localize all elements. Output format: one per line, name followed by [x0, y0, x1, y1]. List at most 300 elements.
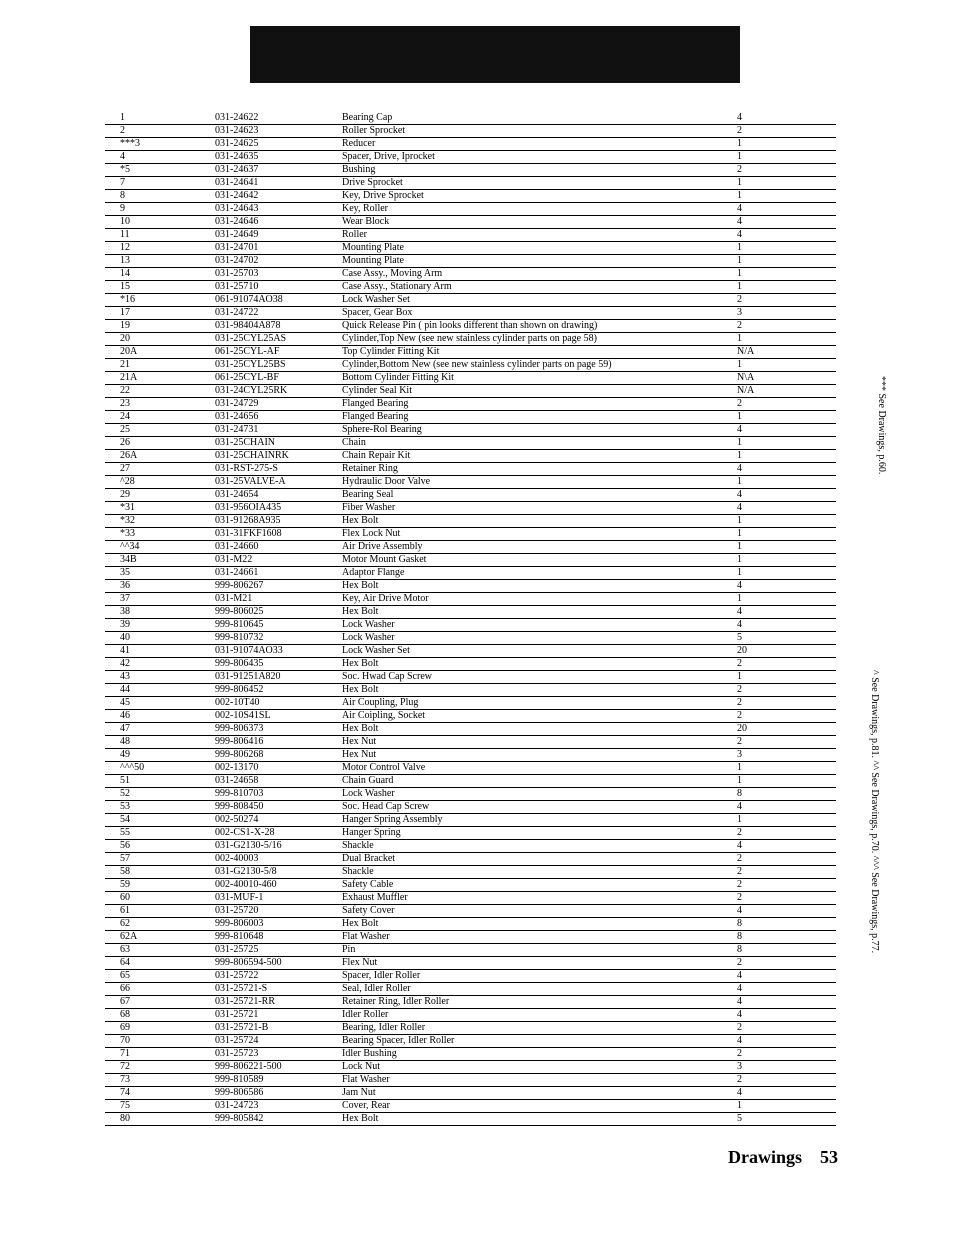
item-number: 26A [120, 450, 138, 461]
part-quantity: 1 [737, 437, 742, 448]
part-description: Key, Air Drive Motor [342, 593, 429, 604]
table-row [105, 242, 836, 255]
part-quantity: 4 [737, 1087, 742, 1098]
part-description: Drive Sprocket [342, 177, 403, 188]
table-row [105, 658, 836, 671]
side-note-see-drawings-group [869, 670, 879, 953]
item-number: 57 [120, 853, 130, 864]
part-description: Flanged Bearing [342, 411, 409, 422]
item-number: 36 [120, 580, 130, 591]
part-quantity: 5 [737, 632, 742, 643]
item-number: 48 [120, 736, 130, 747]
part-quantity: 4 [737, 970, 742, 981]
part-number: 031-24723 [215, 1100, 259, 1111]
table-row [105, 476, 836, 489]
item-number: 62 [120, 918, 130, 929]
part-quantity: 3 [737, 307, 742, 318]
part-quantity: 4 [737, 983, 742, 994]
item-number: 15 [120, 281, 130, 292]
part-description: Adaptor Flange [342, 567, 405, 578]
table-row [105, 827, 836, 840]
table-row [105, 1074, 836, 1087]
part-description: Hanger Spring [342, 827, 401, 838]
part-number: 031-24622 [215, 112, 259, 123]
table-row [105, 489, 836, 502]
part-number: 031-RST-275-S [215, 463, 278, 474]
part-description: Mounting Plate [342, 242, 404, 253]
item-number: 19 [120, 320, 130, 331]
part-description: Exhaust Muffler [342, 892, 408, 903]
table-row [105, 177, 836, 190]
item-number: *5 [120, 164, 130, 175]
item-number: 59 [120, 879, 130, 890]
part-description: Hex Bolt [342, 684, 379, 695]
part-number: 031-G2130-5/16 [215, 840, 282, 851]
table-row [105, 255, 836, 268]
table-row [105, 905, 836, 918]
part-number: 002-10S41SL [215, 710, 271, 721]
part-number: 031-25725 [215, 944, 259, 955]
part-quantity: 2 [737, 320, 742, 331]
part-number: 002-40003 [215, 853, 259, 864]
part-number: 999-806221-500 [215, 1061, 282, 1072]
part-description: Bottom Cylinder Fitting Kit [342, 372, 454, 383]
part-quantity: 4 [737, 996, 742, 1007]
item-number: 14 [120, 268, 130, 279]
part-number: 031-25721-RR [215, 996, 275, 1007]
part-number: 031-24661 [215, 567, 259, 578]
item-number: 68 [120, 1009, 130, 1020]
part-description: Hex Bolt [342, 723, 379, 734]
part-quantity: 4 [737, 1009, 742, 1020]
part-quantity: 1 [737, 411, 742, 422]
part-quantity: 1 [737, 515, 742, 526]
part-number: 031-25722 [215, 970, 259, 981]
item-number: *31 [120, 502, 135, 513]
part-quantity: 4 [737, 905, 742, 916]
item-number: 29 [120, 489, 130, 500]
part-quantity: 2 [737, 957, 742, 968]
item-number: *32 [120, 515, 135, 526]
table-row [105, 515, 836, 528]
part-description: Retainer Ring [342, 463, 398, 474]
part-number: 999-805842 [215, 1113, 264, 1124]
part-number: 002-CS1-X-28 [215, 827, 275, 838]
part-quantity: 1 [737, 554, 742, 565]
part-description: Bearing Spacer, Idler Roller [342, 1035, 455, 1046]
part-description: Dual Bracket [342, 853, 396, 864]
item-number: 20A [120, 346, 138, 357]
part-description: Hex Bolt [342, 515, 379, 526]
part-number: 031-24729 [215, 398, 259, 409]
part-number: 031-25721-S [215, 983, 268, 994]
item-number: 54 [120, 814, 130, 825]
table-row [105, 294, 836, 307]
item-number: 41 [120, 645, 130, 656]
part-description: Soc. Head Cap Screw [342, 801, 430, 812]
item-number: 60 [120, 892, 130, 903]
item-number: 43 [120, 671, 130, 682]
part-number: 061-25CYL-BF [215, 372, 279, 383]
item-number: 53 [120, 801, 130, 812]
table-row [105, 671, 836, 684]
part-quantity: 8 [737, 918, 742, 929]
part-number: 031-25724 [215, 1035, 259, 1046]
item-number: 61 [120, 905, 130, 916]
part-number: 031-31FKF1608 [215, 528, 282, 539]
table-row [105, 268, 836, 281]
part-quantity: 2 [737, 1048, 742, 1059]
part-description: Spacer, Idler Roller [342, 970, 421, 981]
table-row [105, 463, 836, 476]
part-quantity: 4 [737, 840, 742, 851]
item-number: 9 [120, 203, 125, 214]
part-quantity: 1 [737, 190, 742, 201]
table-row [105, 645, 836, 658]
part-number: 031-24623 [215, 125, 259, 136]
page-footer [728, 1147, 838, 1168]
table-row [105, 307, 836, 320]
part-number: 031-956OIA435 [215, 502, 282, 513]
item-number: 34B [120, 554, 137, 565]
part-number: 061-91074AO38 [215, 294, 283, 305]
part-description: Case Assy., Stationary Arm [342, 281, 452, 292]
part-quantity: N/A [737, 385, 755, 396]
part-quantity: 1 [737, 333, 742, 344]
table-row [105, 684, 836, 697]
part-description: Idler Roller [342, 1009, 389, 1020]
part-quantity: 2 [737, 294, 742, 305]
part-number: 031-24637 [215, 164, 259, 175]
part-number: 031-24658 [215, 775, 259, 786]
part-description: Lock Washer [342, 619, 395, 630]
table-row [105, 229, 836, 242]
table-row [105, 216, 836, 229]
part-number: 031-25VALVE-A [215, 476, 286, 487]
part-number: 031-91074AO33 [215, 645, 283, 656]
part-description: Flex Nut [342, 957, 378, 968]
table-row [105, 424, 836, 437]
part-description: Air Coupling, Plug [342, 697, 419, 708]
part-description: Cover, Rear [342, 1100, 390, 1111]
part-quantity: 2 [737, 853, 742, 864]
part-number: 999-806025 [215, 606, 264, 617]
item-number: 49 [120, 749, 130, 760]
table-row [105, 632, 836, 645]
part-description: Mounting Plate [342, 255, 404, 266]
table-row [105, 593, 836, 606]
part-description: Lock Washer [342, 632, 395, 643]
part-number: 999-810645 [215, 619, 264, 630]
item-number: 73 [120, 1074, 130, 1085]
item-number: 47 [120, 723, 130, 734]
part-description: Hydraulic Door Valve [342, 476, 431, 487]
part-quantity: 1 [737, 138, 742, 149]
item-number: 72 [120, 1061, 130, 1072]
footer-section-title: Drawings [728, 1147, 803, 1167]
item-number: 12 [120, 242, 130, 253]
part-number: 002-10T40 [215, 697, 260, 708]
item-number: 17 [120, 307, 130, 318]
part-number: 031-24646 [215, 216, 259, 227]
part-description: Key, Roller [342, 203, 389, 214]
part-quantity: 8 [737, 788, 742, 799]
table-row [105, 749, 836, 762]
part-description: Cylinder,Bottom New (see new stainless cylinder parts on page 59) [342, 359, 612, 370]
table-row [105, 879, 836, 892]
part-quantity: 1 [737, 255, 742, 266]
item-number: ***3 [120, 138, 140, 149]
part-description: Cylinder,Top New (see new stainless cylinder parts on page 58) [342, 333, 597, 344]
item-number: 4 [120, 151, 125, 162]
part-number: 031-25720 [215, 905, 259, 916]
part-description: Hex Bolt [342, 580, 379, 591]
part-number: 031-24CYL25RK [215, 385, 288, 396]
part-description: Reducer [342, 138, 376, 149]
part-number: 031-24656 [215, 411, 259, 422]
table-row [105, 619, 836, 632]
table-row [105, 567, 836, 580]
part-quantity: 2 [737, 736, 742, 747]
table-row [105, 411, 836, 424]
part-description: Pin [342, 944, 356, 955]
part-quantity: 4 [737, 112, 742, 123]
part-number: 031-24625 [215, 138, 259, 149]
table-row [105, 853, 836, 866]
table-row [105, 112, 836, 125]
part-quantity: 1 [737, 814, 742, 825]
part-number: 031-24642 [215, 190, 259, 201]
part-description: Flat Washer [342, 1074, 390, 1085]
part-quantity: 4 [737, 216, 742, 227]
part-quantity: 4 [737, 619, 742, 630]
part-quantity: 2 [737, 827, 742, 838]
part-description: Jam Nut [342, 1087, 376, 1098]
part-quantity: 5 [737, 1113, 742, 1124]
row-underline [329, 1125, 723, 1126]
part-number: 031-24701 [215, 242, 259, 253]
table-row [105, 372, 836, 385]
item-number: ^^34 [120, 541, 140, 552]
part-quantity: 3 [737, 1061, 742, 1072]
table-row [105, 1009, 836, 1022]
part-description: Safety Cable [342, 879, 394, 890]
part-quantity: 1 [737, 268, 742, 279]
part-description: Hex Nut [342, 749, 377, 760]
part-description: Bearing, Idler Roller [342, 1022, 426, 1033]
table-row [105, 736, 836, 749]
table-row [105, 1100, 836, 1113]
part-description: Chain Repair Kit [342, 450, 411, 461]
item-number: 10 [120, 216, 130, 227]
part-description: Roller [342, 229, 367, 240]
part-description: Cylinder Seal Kit [342, 385, 412, 396]
part-quantity: 2 [737, 866, 742, 877]
item-number: 66 [120, 983, 130, 994]
part-number: 999-806373 [215, 723, 264, 734]
part-quantity: 1 [737, 476, 742, 487]
table-row [105, 983, 836, 996]
part-number: 031-25CYL25AS [215, 333, 287, 344]
table-row [105, 957, 836, 970]
part-number: 031-M21 [215, 593, 253, 604]
part-quantity: 2 [737, 710, 742, 721]
table-row [105, 1035, 836, 1048]
part-quantity: 4 [737, 801, 742, 812]
item-number: *33 [120, 528, 135, 539]
part-number: 999-806268 [215, 749, 264, 760]
part-number: 031-98404A878 [215, 320, 281, 331]
table-row [105, 151, 836, 164]
item-number: 27 [120, 463, 130, 474]
table-row [105, 1087, 836, 1100]
part-quantity: 1 [737, 359, 742, 370]
item-number: 67 [120, 996, 130, 1007]
part-quantity: 2 [737, 1022, 742, 1033]
part-quantity: N\A [737, 372, 755, 383]
table-row [105, 203, 836, 216]
part-description: Soc. Hwad Cap Screw [342, 671, 432, 682]
part-description: Flat Washer [342, 931, 390, 942]
header-bar [250, 26, 740, 83]
item-number: 21A [120, 372, 138, 383]
table-row [105, 138, 836, 151]
part-description: Bearing Seal [342, 489, 394, 500]
part-quantity: 2 [737, 684, 742, 695]
part-number: 002-40010-460 [215, 879, 277, 890]
part-number: 031-25703 [215, 268, 259, 279]
part-description: Sphere-Rol Bearing [342, 424, 422, 435]
item-number: 70 [120, 1035, 130, 1046]
part-number: 031-25CHAINRK [215, 450, 289, 461]
part-quantity: 1 [737, 177, 742, 188]
part-number: 999-810648 [215, 931, 264, 942]
item-number: 40 [120, 632, 130, 643]
item-number: 39 [120, 619, 130, 630]
part-description: Lock Washer Set [342, 294, 410, 305]
item-number: 51 [120, 775, 130, 786]
item-number: 11 [120, 229, 130, 240]
table-row [105, 918, 836, 931]
part-quantity: 1 [737, 151, 742, 162]
part-description: Hex Bolt [342, 1113, 379, 1124]
parts-list [105, 112, 836, 1126]
part-description: Fiber Washer [342, 502, 396, 513]
part-description: Hex Bolt [342, 658, 379, 669]
table-row [105, 125, 836, 138]
table-row [105, 333, 836, 346]
part-quantity: 1 [737, 671, 742, 682]
part-quantity: 1 [737, 593, 742, 604]
row-underline [105, 1125, 203, 1126]
part-quantity: 4 [737, 580, 742, 591]
item-number: 26 [120, 437, 130, 448]
table-row [105, 1061, 836, 1074]
part-description: Motor Control Valve [342, 762, 426, 773]
table-row [105, 996, 836, 1009]
part-quantity: 2 [737, 658, 742, 669]
item-number: 21 [120, 359, 130, 370]
item-number: 63 [120, 944, 130, 955]
part-description: Shackle [342, 840, 374, 851]
part-quantity: 8 [737, 931, 742, 942]
table-row [105, 866, 836, 879]
part-description: Flex Lock Nut [342, 528, 401, 539]
table-row [105, 970, 836, 983]
item-number: 37 [120, 593, 130, 604]
part-number: 999-810589 [215, 1074, 264, 1085]
part-quantity: 1 [737, 450, 742, 461]
part-quantity: 8 [737, 944, 742, 955]
part-number: 031-MUF-1 [215, 892, 264, 903]
table-row [105, 944, 836, 957]
part-number: 002-50274 [215, 814, 259, 825]
part-description: Hanger Spring Assembly [342, 814, 443, 825]
item-number: 44 [120, 684, 130, 695]
table-row [105, 359, 836, 372]
part-quantity: 1 [737, 775, 742, 786]
part-description: Air Coipling, Socket [342, 710, 426, 721]
part-number: 999-810703 [215, 788, 264, 799]
part-number: 999-806452 [215, 684, 264, 695]
item-number: 55 [120, 827, 130, 838]
part-number: 031-24643 [215, 203, 259, 214]
part-description: Case Assy., Moving Arm [342, 268, 443, 279]
part-number: 061-25CYL-AF [215, 346, 280, 357]
part-number: 031-24635 [215, 151, 259, 162]
part-description: Seal, Idler Roller [342, 983, 411, 994]
part-description: Idler Bushing [342, 1048, 397, 1059]
part-number: 031-24731 [215, 424, 259, 435]
part-number: 031-24702 [215, 255, 259, 266]
part-quantity: 20 [737, 723, 747, 734]
part-quantity: 4 [737, 502, 742, 513]
part-quantity: 4 [737, 463, 742, 474]
part-description: Flanged Bearing [342, 398, 409, 409]
item-number: 80 [120, 1113, 130, 1124]
table-row [105, 788, 836, 801]
table-row [105, 1048, 836, 1061]
part-number: 002-13170 [215, 762, 259, 773]
part-description: Top Cylinder Fitting Kit [342, 346, 440, 357]
row-underline [203, 1125, 329, 1126]
part-description: Retainer Ring, Idler Roller [342, 996, 450, 1007]
part-number: 031-25721 [215, 1009, 259, 1020]
part-quantity: 4 [737, 489, 742, 500]
table-row [105, 775, 836, 788]
item-number: 24 [120, 411, 130, 422]
part-description: Lock Washer [342, 788, 395, 799]
table-row [105, 580, 836, 593]
side-note-line: ^ See Drawings, p.81. [869, 670, 880, 759]
part-quantity: 2 [737, 892, 742, 903]
item-number: 69 [120, 1022, 130, 1033]
item-number: 42 [120, 658, 130, 669]
part-quantity: 1 [737, 762, 742, 773]
part-description: Hex Bolt [342, 918, 379, 929]
item-number: 8 [120, 190, 125, 201]
part-description: Lock Washer Set [342, 645, 410, 656]
item-number: 74 [120, 1087, 130, 1098]
part-quantity: N/A [737, 346, 755, 357]
table-row [105, 437, 836, 450]
table-row [105, 1113, 836, 1126]
part-quantity: 2 [737, 697, 742, 708]
part-quantity: 3 [737, 749, 742, 760]
part-description: Spacer, Gear Box [342, 307, 413, 318]
table-row [105, 541, 836, 554]
item-number: 7 [120, 177, 125, 188]
